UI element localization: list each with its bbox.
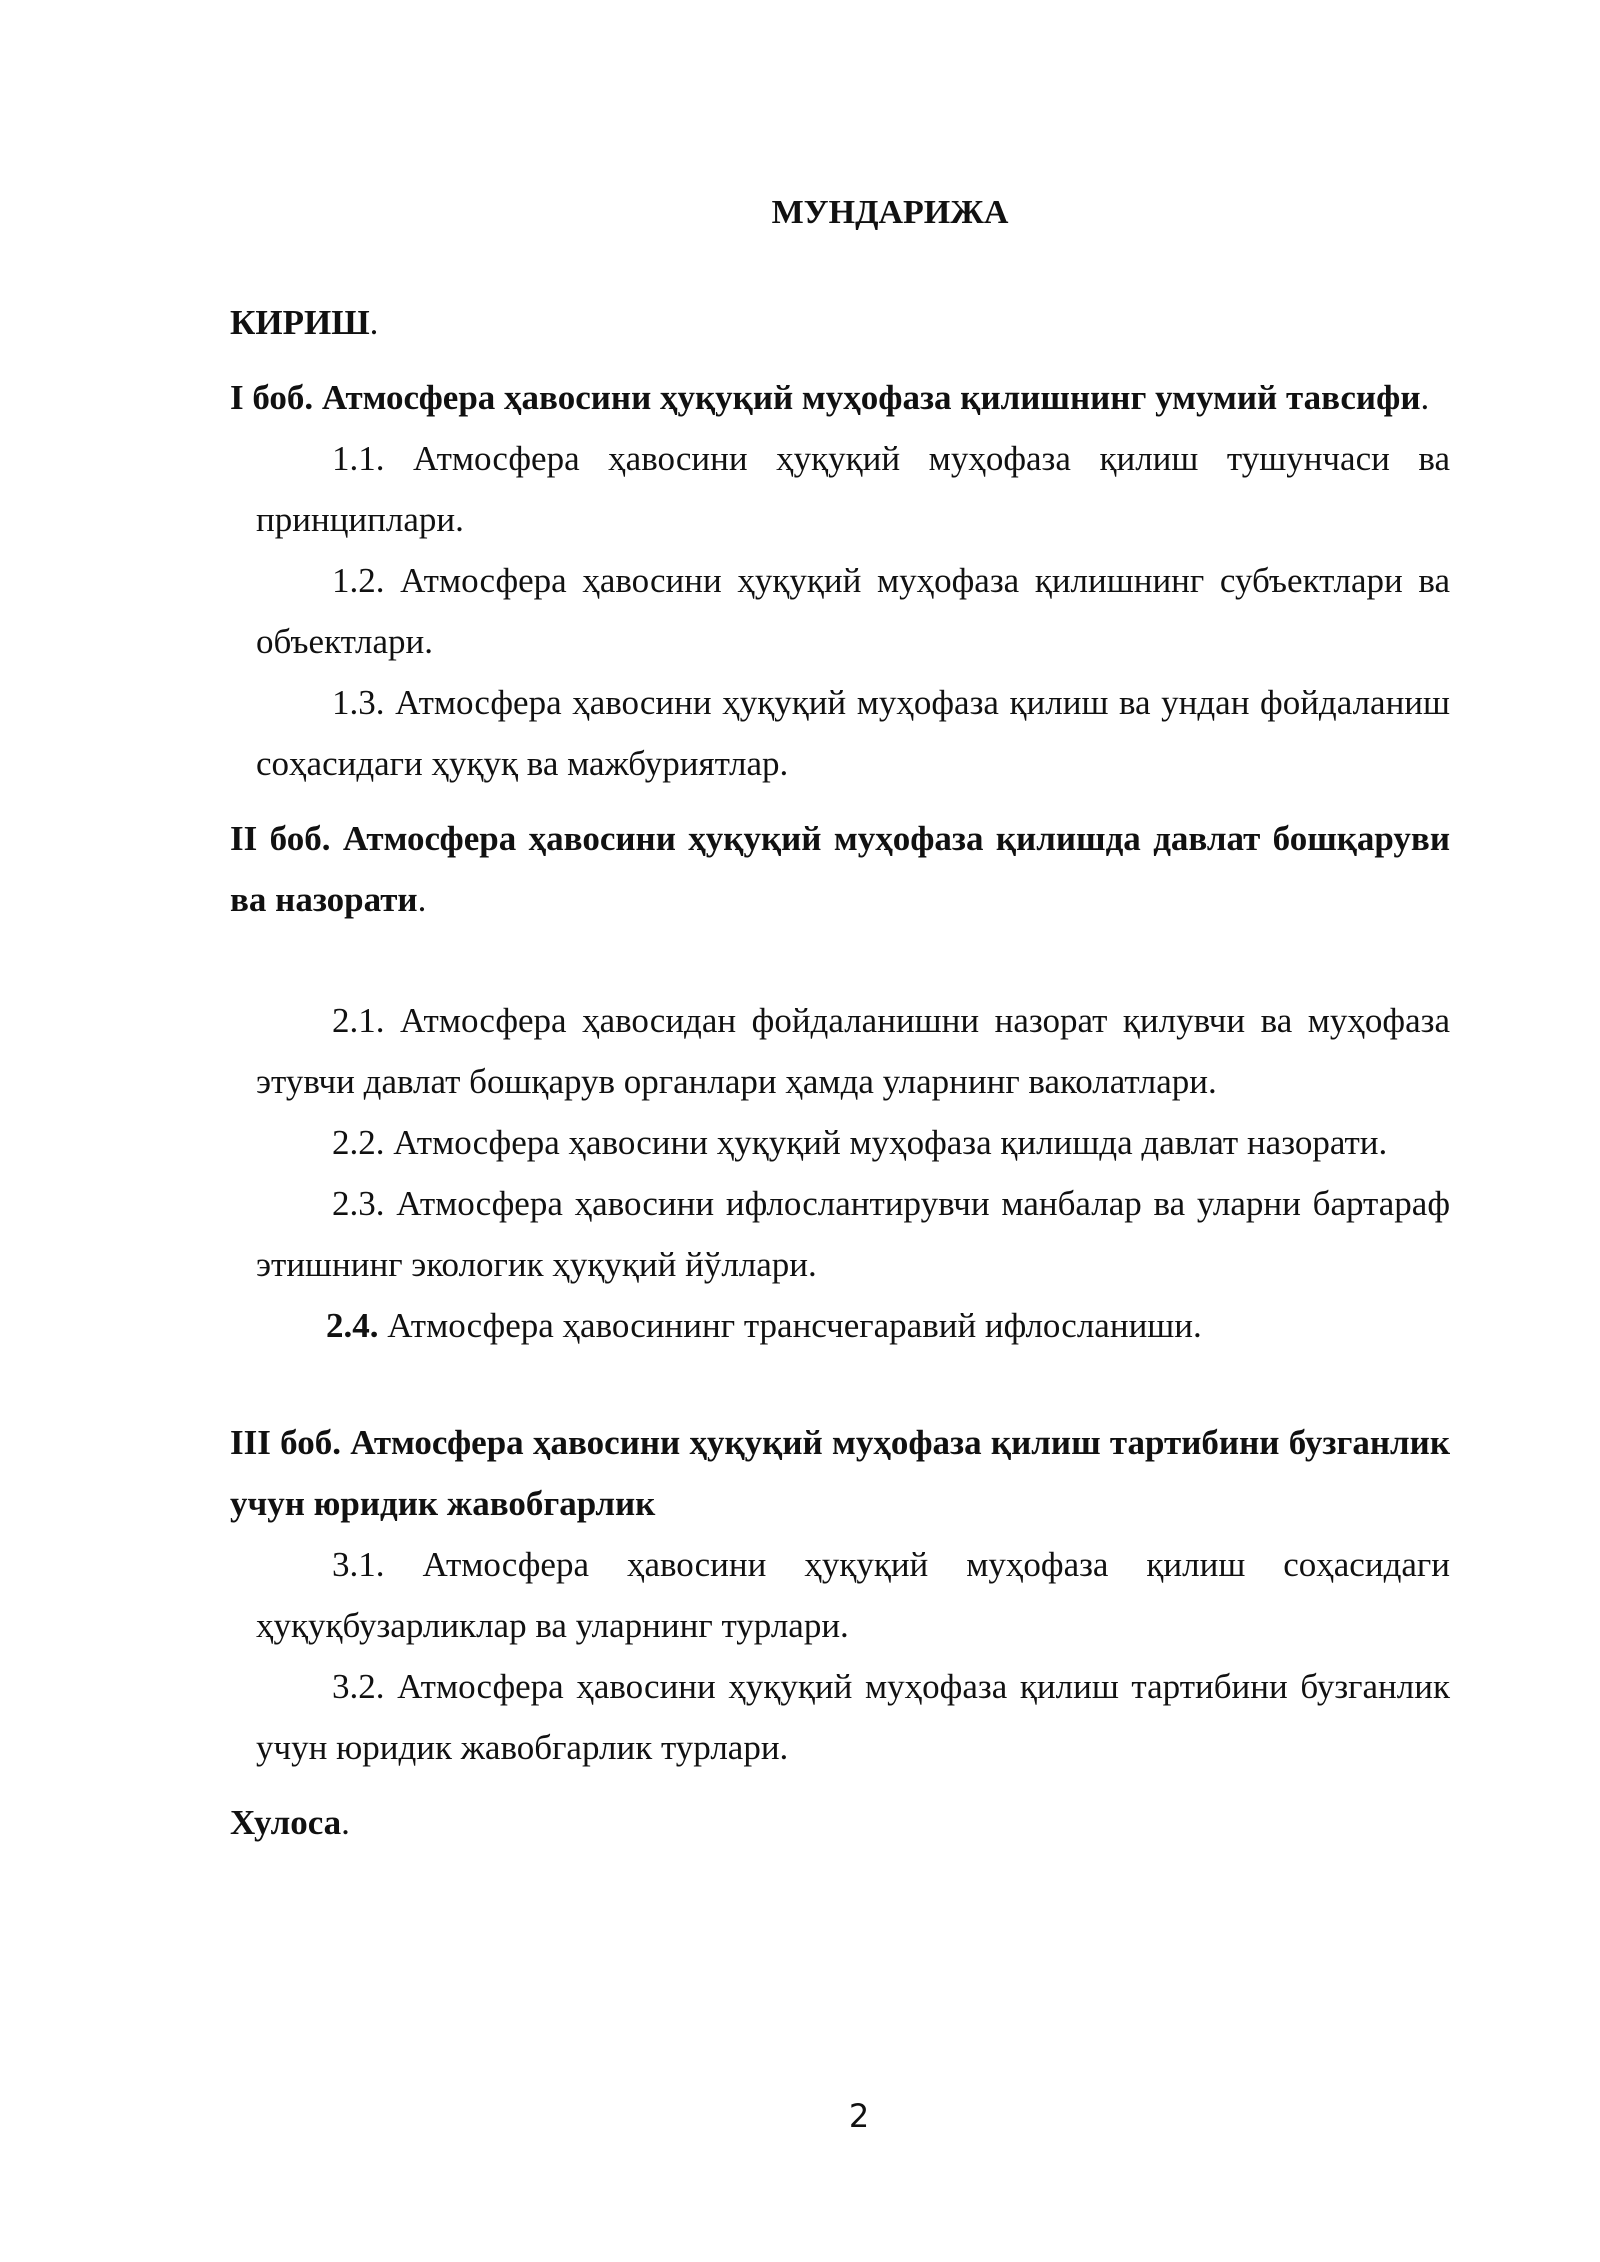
toc-intro bbox=[230, 292, 1450, 353]
toc-item-2-4 bbox=[326, 1295, 1450, 1356]
toc-chapter-3-label: III боб. Атмосфера ҳавосини ҳуқуқий муҳофаза қилиш тартибини бузганлик учун юридик жавобгарлик bbox=[230, 1423, 1450, 1523]
toc-intro-label: КИРИШ bbox=[230, 303, 370, 342]
toc-item-2-4-text: Атмосфера ҳавосининг трансчегаравий ифлосланиши. bbox=[378, 1306, 1202, 1345]
toc-intro-suffix: . bbox=[369, 303, 379, 342]
toc-conclusion-suffix: . bbox=[341, 1803, 350, 1842]
toc-item-3-2: 3.2. Атмосфера ҳавосини ҳуқуқий муҳофаза қилиш тартибини бузганлик учун юридик жавобгарлик турлари. bbox=[256, 1667, 1450, 1767]
toc-chapter-2-label: II боб. Атмосфера ҳавосини ҳуқуқий муҳофаза қилишда давлат бошқаруви ва назорати bbox=[230, 819, 1450, 919]
toc-item-2-3: 2.3. Атмосфера ҳавосини ифлослантирувчи манбалар ва уларни бартараф этишнинг экологик ҳуқуқий йўллари. bbox=[256, 1184, 1450, 1284]
toc-chapter-1-label: I боб. Атмосфера ҳавосини ҳуқуқий муҳофаза қилишнинг умумий тавсифи bbox=[230, 378, 1421, 417]
toc-chapter-2 bbox=[230, 808, 1450, 930]
toc-item-2-2: 2.2. Атмосфера ҳавосини ҳуқуқий муҳофаза қилишда давлат назорати. bbox=[332, 1123, 1388, 1162]
toc-chapter-1 bbox=[230, 367, 1450, 428]
toc-chapter-2-suffix: . bbox=[417, 880, 427, 919]
toc-item-3-1: 3.1. Атмосфера ҳавосини ҳуқуқий муҳофаза қилиш соҳасидаги ҳуқуқбузарликлар ва уларнинг турлари. bbox=[256, 1545, 1450, 1645]
toc-conclusion bbox=[230, 1792, 1450, 1853]
toc-chapter-3 bbox=[230, 1412, 1450, 1534]
table-of-contents bbox=[230, 292, 1450, 1853]
page-number: 2 bbox=[848, 2097, 870, 2135]
toc-item-1-2: 1.2. Атмосфера ҳавосини ҳуқуқий муҳофаза қилишнинг субъектлари ва объектлари. bbox=[256, 561, 1450, 661]
toc-item-2-4-number: 2.4. bbox=[326, 1306, 379, 1345]
toc-chapter-1-suffix: . bbox=[1420, 378, 1430, 417]
toc-item-2-1: 2.1. Атмосфера ҳавосидан фойдаланишни назорат қилувчи ва муҳофаза этувчи давлат бошқарув органлари ҳамда уларнинг ваколатлари. bbox=[256, 1001, 1450, 1101]
toc-conclusion-label: Хулоса bbox=[230, 1803, 342, 1842]
page-title: МУНДАРИЖА bbox=[771, 194, 1009, 231]
toc-item-1-1: 1.1. Атмосфера ҳавосини ҳуқуқий муҳофаза қилиш тушунчаси ва принциплари. bbox=[256, 439, 1450, 539]
toc-item-1-3: 1.3. Атмосфера ҳавосини ҳуқуқий муҳофаза қилиш ва ундан фойдаланиш соҳасидаги ҳуқуқ ва мажбуриятлар. bbox=[256, 683, 1450, 783]
